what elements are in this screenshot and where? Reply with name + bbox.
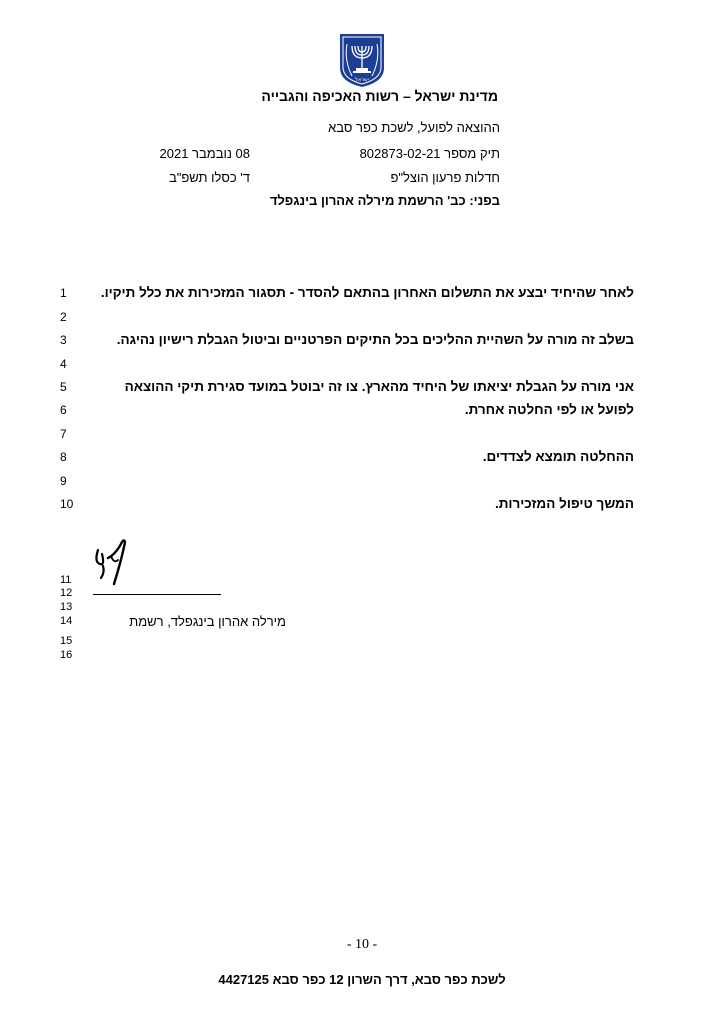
signature-line <box>93 594 221 595</box>
footer-address: לשכת כפר סבא, דרך השרון 12 כפר סבא 4427125 <box>218 972 506 987</box>
page-number: - 10 - <box>346 937 378 952</box>
line-number: 10 <box>60 497 74 511</box>
line-number: 2 <box>60 310 67 324</box>
line-number: 1 <box>60 286 67 300</box>
line-number: 14 <box>60 615 73 627</box>
decision-paragraph: אני מורה על הגבלת יציאתו של היחיד מהארץ. צו זה יבוטל במועד סגירת תיקי ההוצאה <box>124 379 634 394</box>
line-number: 9 <box>60 474 67 488</box>
state-emblem-icon <box>338 32 386 88</box>
signer-name: מירלה אהרון בינגפלד, רשמת <box>129 614 286 629</box>
decision-paragraph: המשך טיפול המזכירות. <box>494 496 634 511</box>
date-gregorian: 08 נובמבר 2021 <box>159 146 250 161</box>
line-number: 16 <box>60 649 73 661</box>
line-number: 7 <box>60 427 67 441</box>
handwritten-signature-icon <box>92 536 132 588</box>
decision-paragraph: בשלב זה מורה על השהיית ההליכים בכל התיקים הפרטניים וביטול הגבלת רישיון נהיגה. <box>116 332 634 347</box>
header-title: מדינת ישראל – רשות האכיפה והגבייה <box>261 88 498 104</box>
line-number: 13 <box>60 601 73 613</box>
office-line: ההוצאה לפועל, לשכת כפר סבא <box>328 120 500 135</box>
line-number: 4 <box>60 357 67 371</box>
line-number: 12 <box>60 587 73 599</box>
file-number: תיק מספר 802873-02-21 <box>359 146 500 161</box>
line-number: 15 <box>60 635 73 647</box>
line-number: 5 <box>60 380 67 394</box>
line-number: 6 <box>60 403 67 417</box>
line-number: 11 <box>60 574 72 586</box>
decision-paragraph: ההחלטה תומצא לצדדים. <box>482 449 634 464</box>
judge-line: בפני: כב' הרשמת מירלה אהרון בינגפלד <box>269 193 500 208</box>
date-hebrew: ד' כסלו תשפ"ב <box>168 170 250 185</box>
svg-text:ישראל: ישראל <box>355 77 369 83</box>
decision-paragraph: לאחר שהיחיד יבצע את התשלום האחרון בהתאם להסדר - תסגור המזכירות את כלל תיקיו. <box>100 285 634 300</box>
decision-paragraph: לפועל או לפי החלטה אחרת. <box>464 402 634 417</box>
parties-line: חדלות פרעון הוצל"פ <box>390 170 500 185</box>
line-number: 8 <box>60 450 67 464</box>
line-number: 3 <box>60 333 67 347</box>
